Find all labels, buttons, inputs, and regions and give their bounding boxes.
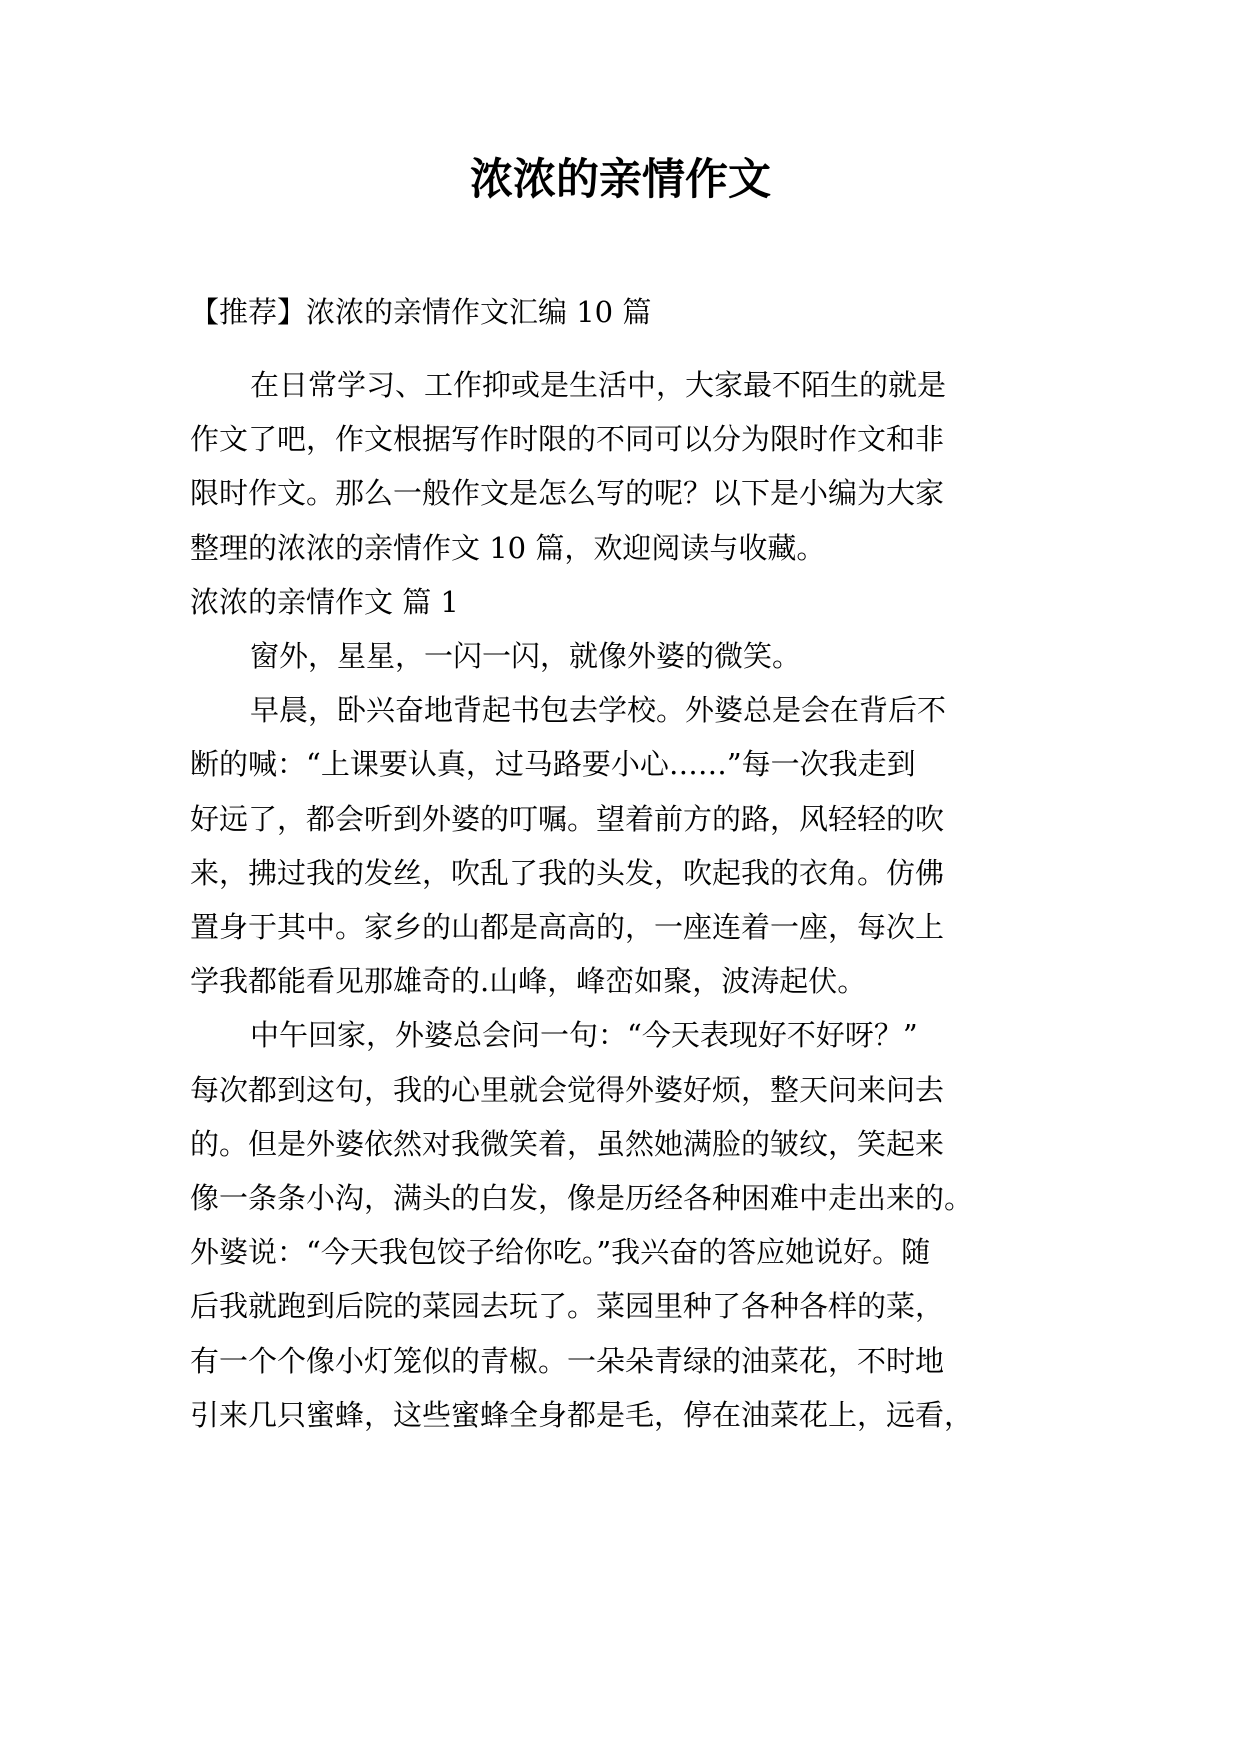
body-line: 早晨，卧兴奋地背起书包去学校。外婆总是会在背后不 <box>250 693 947 728</box>
body-line: 作文了吧，作文根据写作时限的不同可以分为限时作文和非 <box>190 422 945 457</box>
body-line: 窗外，星星，一闪一闪，就像外婆的微笑。 <box>250 639 802 673</box>
body-line: 外婆说：“今天我包饺子给你吃。”我兴奋的答应她说好。随 <box>190 1235 931 1270</box>
body-line: 引来几只蜜蜂，这些蜜蜂全身都是毛，停在油菜花上，远看， <box>190 1397 974 1432</box>
body-line: 来，拂过我的发丝，吹乱了我的头发，吹起我的衣角。仿佛 <box>190 855 945 890</box>
body-line: 置身于其中。家乡的山都是高高的，一座连着一座，每次上 <box>190 910 945 944</box>
body-line: 限时作文。那么一般作文是怎么写的呢？以下是小编为大家 <box>190 476 945 511</box>
body-line: 浓浓的亲情作文 篇 1 <box>190 584 459 619</box>
document-title: 浓浓的亲情作文 <box>470 155 771 205</box>
body-line: 在日常学习、工作抑或是生活中，大家最不陌生的就是 <box>250 368 947 402</box>
body-line: 断的喊：“上课要认真，过马路要小心……”每一次我走到 <box>190 747 916 782</box>
body-line: 整理的浓浓的亲情作文 10 篇，欢迎阅读与收藏。 <box>190 530 826 565</box>
body-line: 学我都能看见那雄奇的.山峰，峰峦如聚，波涛起伏。 <box>190 964 867 999</box>
body-line: 中午回家，外婆总会问一句：“今天表现好不好呀？” <box>250 1018 918 1053</box>
body-line: 好远了，都会听到外婆的叮嘱。望着前方的路，风轻轻的吹 <box>190 801 945 836</box>
document-subtitle: 【推荐】浓浓的亲情作文汇编 10 篇 <box>190 295 652 329</box>
body-line: 的。但是外婆依然对我微笑着，虽然她满脸的皱纹，笑起来 <box>190 1126 945 1161</box>
body-line: 有一个个像小灯笼似的青椒。一朵朵青绿的油菜花，不时地 <box>190 1343 945 1378</box>
body-line: 像一条条小沟，满头的白发，像是历经各种困难中走出来的。 <box>190 1181 974 1215</box>
body-line: 后我就跑到后院的菜园去玩了。菜园里种了各种各样的菜， <box>190 1289 945 1324</box>
body-line: 每次都到这句，我的心里就会觉得外婆好烦，整天问来问去 <box>190 1072 945 1107</box>
